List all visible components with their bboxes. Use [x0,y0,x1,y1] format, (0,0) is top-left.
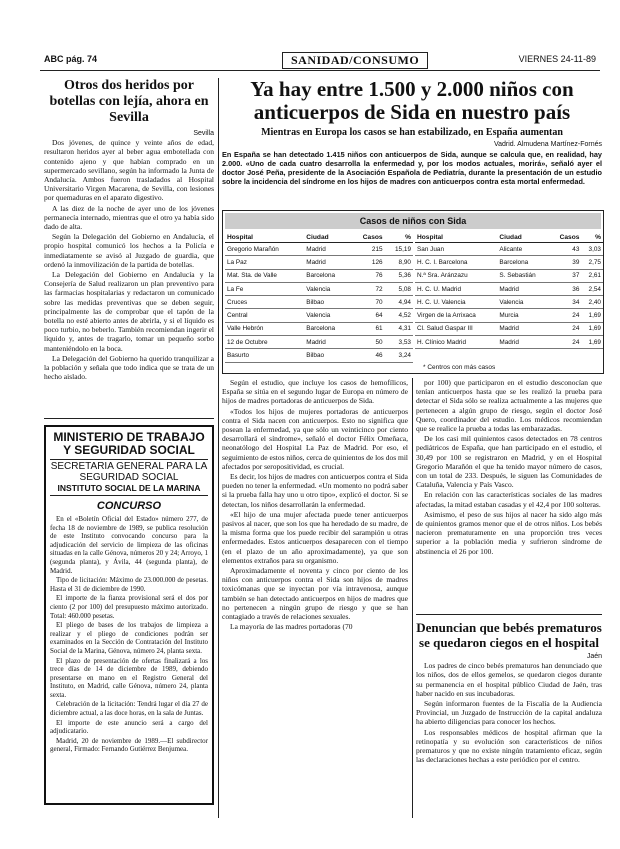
ministry-name: MINISTERIO DE TRABAJO Y SEGURIDAD SOCIAL [53,430,205,457]
main-article-subtitle: Mientras en Europa los casos se han estabilizado, en España aumentan [261,127,563,138]
table-cell: H. C. U. Valencia [415,296,497,309]
table-cell: Gregorio Marañón [225,243,304,256]
table-cell: Valle Hebrón [225,322,304,335]
table-cell: La Paz [225,256,304,269]
paragraph: El importe de este anuncio será a cargo del adjudicatario. [50,718,208,736]
table-header-cell: Ciudad [304,233,351,243]
paragraph: A las diez de la noche de ayer uno de los jóvenes permanecía internado, mientras que el otro ya había sido dado de alta. [44,203,214,232]
table-cell: 70 [351,296,385,309]
table-cell: 50 [351,336,385,349]
table-header-cell: Ciudad [497,233,550,243]
divider [44,418,214,419]
table-row [415,309,603,322]
page-label: ABC pág. 74 [44,54,98,64]
secretaria: SECRETARIA GENERAL PARA LA SEGURIDAD SOCIAL [50,461,208,483]
paragraph: La mayoría de las madres portadoras (70 [230,622,353,632]
table-cell: Basurto [225,349,304,362]
table-row [225,309,413,322]
paragraph: «Todos los hijos de mujeres portadoras de anticuerpos contra el Sida nacen con anticuerpos. Esto no significa que posean la enfermedad, ya que sólo un veinticinco por ciento desarrollará el síndrome», señaló el doctor Félix Omeñaca, neonatólogo del Hospital La Paz de Madrid. Por eso, el seguimiento de estos niños, cerca de quinientos de los dos mil afectados por seropositividad, es crucial. [222,406,408,471]
table-cell: 46 [351,349,385,362]
paragraph: El pliego de bases de los trabajos de limpieza a realizar y el pliego de condiciones podrán ser examinados en la Sección de Contratación del Instituto Social de la Marina, Génova, número 24, planta sexta. [50,621,208,655]
table-row [415,336,603,349]
table-cell: 4,94 [385,296,413,309]
table-cell: San Juan [415,243,497,256]
table-header-cell: % [581,233,603,243]
cases-table [222,210,604,374]
table-cell: 72 [351,282,385,295]
left-article-city: Sevilla [193,130,214,137]
table-cell: 24 [550,322,581,335]
paragraph: Es decir, los hijos de madres con anticuerpos contra el Sida pueden no tener la enfermedad. «Un momento no podrá saber si la prueba falla hay uno u otro tipo», explicó el doctor. Si se detectan, los niños desarrollarán la enfermedad. [222,472,408,509]
table-cell: Alicante [497,243,550,256]
paragraph: Los responsables médicos de hospital afirman que la retinopatía y su evolución son característicos de niños prematuros y que no existe ningún tratamiento eficaz, según las declaraciones hechas a este periódico por el centro. [416,727,602,765]
table-cell: 2,61 [581,269,603,282]
main-article-title: Ya hay entre 1.500 y 2.000 niños con anticuerpos de Sida en nuestro país [250,77,574,124]
table-cell: Mat. Sta. de Valle [225,269,304,282]
table-cell: Madrid [497,336,550,349]
main-article-col2 [416,378,602,610]
table-row [225,349,413,362]
paragraph: Asimismo, el peso de sus hijos al nacer ha sido algo más de quinientos gramos menor que el de otros niños. Los bebés nacieron prematuramente en una proporción tres veces superior a la población media y sufrieron síndrome de abstinencia el 26 por 100. [416,509,602,556]
table-cell: 1,69 [581,336,603,349]
table-row [225,269,413,282]
table-row [225,296,413,309]
table-cell: 1,69 [581,309,603,322]
table-cell: 34 [550,296,581,309]
table-cell: Bilbao [304,296,351,309]
table-left-grid [225,233,413,363]
divider [416,614,602,615]
table-cell: Valencia [497,296,550,309]
table-cell: Virgen de la Arrixaca [415,309,497,322]
table-cell: H. Clínico Madrid [415,336,497,349]
table-row [415,322,603,335]
table-cell: Murcia [497,309,550,322]
table-cell: S. Sebastián [497,269,550,282]
column-divider [412,378,413,818]
paragraph: Según la Delegación del Gobierno en Andalucía, el propio hospital comunicó los hechos a la Policía e inmediatamente se avisó al Juzgado de guardia, que ordenó la inmovilización de la partida de botellas. [44,232,214,269]
table-cell: 3,53 [385,336,413,349]
paragraph: En relación con las características sociales de las madres afectadas, la mitad estaban casadas y el 42,4 por 100 solteras. [416,490,602,509]
table-cell: H. C. I. Barcelona [415,256,497,269]
table-cell: 15,19 [385,243,413,256]
paragraph: La Delegación del Gobierno ha querido tranquilizar a la población y señala que todo indica que se trata de un hecho aislado. [44,353,214,382]
table-header-row [225,233,413,243]
table-cell: 12 de Octubre [225,336,304,349]
table-cell: H. C. U. Madrid [415,282,497,295]
issue-date: VIERNES 24-11-89 [518,54,596,64]
table-cell: 76 [351,269,385,282]
table-row [225,322,413,335]
table-row [225,256,413,269]
table-cell: 4,31 [385,322,413,335]
paragraph: Dos jóvenes, de quince y veinte años de edad, resultaron heridos ayer al beber agua embotellada con contenido ajeno y que habían comprado en un supermercado sevillano, según ha informado la Junta de Andalucía. Ambos fueron trasladados al Hospital Universitario Virgen Macarena, de Sevilla, con lesiones por quemaduras en el aparato digestivo. [44,138,214,203]
paragraph: Tipo de licitación: Máximo de 23.000.000 de pesetas. Hasta el 31 de diciembre de 1990. [50,576,208,593]
page-header [40,50,600,71]
table-header-cell: Casos [351,233,385,243]
table-cell: Madrid [497,282,550,295]
main-article-byline: Vadrid. Almudena Martínez-Fornés [493,141,602,148]
instituto: INSTITUTO SOCIAL DE LA MARINA [50,483,208,496]
table-cell: 2,75 [581,256,603,269]
table-right-grid [415,233,603,349]
table-right [415,233,603,349]
table-cell: N.ª Sra. Aránzazu [415,269,497,282]
table-cell: Barcelona [304,322,351,335]
table-cell: 39 [550,256,581,269]
paragraph: «El hijo de una mujer afectada puede tener anticuerpos pasivos al nacer, que son los que ha heredado de su madre, de la misma forma que los puede recibir del sarampión u otras enfermedades. Estos anticuerpos desaparecen con el tiempo (en el plazo de un año aproximadamente), ya que son elementos extraños para su organismo. [222,509,408,565]
table-cell: 126 [351,256,385,269]
table-cell: 2,54 [581,282,603,295]
table-cell: 3,24 [385,349,413,362]
table-cell: 215 [351,243,385,256]
table-cell: Bilbao [304,349,351,362]
table-cell: Valencia [304,309,351,322]
table-cell: Madrid [304,243,351,256]
table-cell: Barcelona [304,269,351,282]
paragraph: por 100) que participaron en el estudio desconocían que tenían anticuerpos hasta que se les realizó la prueba para detectar el Sida sólo se realiza actualmente a las mujeres que pertenecen a algún grupo de riesgo, según el doctor José Quero, coordinador del estudio. Los médicos recomiendan que se realice la prueba a todas las embarazadas. [416,378,602,434]
table-row [415,256,603,269]
table-title: Casos de niños con Sida [225,213,601,229]
paragraph: Los padres de cinco bebés prematuros han denunciado que los niños, dos de ellos gemelos, se quedaron ciegos durante su permanencia en el hospital público Ciudad de Jaén, tras haber nacido en sus incubadoras. [416,661,602,698]
ministry-text [50,515,208,754]
column-divider [218,78,219,818]
table-cell: 5,36 [385,269,413,282]
table-cell: 43 [550,243,581,256]
table-header-cell: % [385,233,413,243]
table-cell: Cl. Salud Gaspar III [415,322,497,335]
paragraph: En el «Boletín Oficial del Estado» número 277, de fecha 18 de noviembre de 1989, se publica resolución de este Instituto convocando concurso para la adjudicación del servicio de limpieza de las oficinas situadas en la calle Génova, números 20 y 24; Arroyo, 1 (segunda planta), y Ávila, 44 (segunda planta), de Madrid. [50,515,208,575]
table-left [225,233,413,363]
table-cell: 8,90 [385,256,413,269]
paragraph: El importe de la fianza provisional será el dos por ciento (2 por 100) del presupuesto máximo autorizado. Total: 460.000 pesetas. [50,594,208,620]
paragraph: La Delegación del Gobierno en Andalucía y la Consejería de Salud realizaron un plan preventivo para las farmacias hospitalarias y redactaron un comunicado sobre las medidas preventivas que se deben seguir, principalmente las de comprobar que el tapón de la botella no esté abierto antes de abrirla, y si el líquido es poco turbio, no beberlo. También recomiendan ingerir el líquido y, antes de tragarlo, tomar un pequeño sorbo manteniéndolo en la boca. [44,270,214,353]
bottom-article [416,620,602,840]
paragraph: Según el estudio, que incluye los casos de hemofílicos, España se sitúa en el segundo lugar de Europa en número de hijos de madres portadoras de anticuerpos de Sida. [222,378,408,406]
table-cell: Madrid [304,336,351,349]
paragraph: Madrid, 20 de noviembre de 1989.—El subdirector general, Firmado: Fernando Gutiérrez Benjumea. [50,736,208,754]
paragraph: Aproximadamente el noventa y cinco por ciento de los niños con anticuerpos contra el Sida son hijos de madres toxicómanas que se inyectan por vía intravenosa, aunque también se han detectado anticuerpos en hijos de madres que no pertenecen a ningún grupo de riesgo y que se han contagiado a través de relaciones sexuales. [222,566,408,622]
table-cell: 2,40 [581,296,603,309]
table-row [225,243,413,256]
table-cell: 24 [550,336,581,349]
section-title: SANIDAD/CONSUMO [282,52,428,69]
table-cell: 5,08 [385,282,413,295]
paragraph: Celebración de la licitación: Tendrá lugar el día 27 de diciembre actual, a las doce horas, en la sala de Juntas. [50,700,208,718]
left-article-title: Otros dos heridos por botellas con lejía, ahora en Sevilla [49,78,209,125]
table-cell: 64 [351,309,385,322]
table-cell: 37 [550,269,581,282]
table-cell: 4,52 [385,309,413,322]
table-footnote: * Centros con más casos [423,364,496,371]
main-article-col1 [222,378,408,838]
main-article-head [222,78,602,186]
main-article-lead: En España se han detectado 1.415 niños con anticuerpos de Sida, aunque se calcula que, en realidad, hay 2.000. «Uno de cada cuatro desarrolla la enfermedad y, por los modos actuales, morirá», señaló ayer el doctor José Peña, presidente de la Asociación Española de Pediatría, durante la presentación de un estudio sobre la incidencia del síndrome en los hijos de madres con anticuerpos contra esta mortal enfermedad. [222,150,602,186]
table-row [415,243,603,256]
table-cell: Barcelona [497,256,550,269]
table-cell: 24 [550,309,581,322]
paragraph: El plazo de presentación de ofertas finalizará a los trece días de 14 de diciembre de 1989, debiendo presentarse en mano en el Registro General del Instituto, en Madrid, calle Génova, número 24, planta sexta. [50,656,208,699]
table-cell: La Fe [225,282,304,295]
table-header-cell: Casos [550,233,581,243]
concurso-title: CONCURSO [96,500,162,512]
table-cell: Madrid [304,256,351,269]
left-article [44,78,214,382]
table-header-cell: Hospital [225,233,304,243]
table-row [225,282,413,295]
table-cell: Cruces [225,296,304,309]
table-cell: Madrid [497,322,550,335]
table-cell: 3,03 [581,243,603,256]
table-header-row [415,233,603,243]
table-cell: Central [225,309,304,322]
bottom-article-city: Jaén [586,653,602,660]
table-cell: Valencia [304,282,351,295]
table-cell: 61 [351,322,385,335]
table-cell: 36 [550,282,581,295]
table-row [415,282,603,295]
table-cell: 1,69 [581,322,603,335]
table-row [415,269,603,282]
ministry-ad [44,425,214,805]
table-row [415,296,603,309]
paragraph: Según informaron fuentes de la Fiscalía de la Audiencia Provincial, un Juzgado de Instrucción de la capital andaluza ha abierto diligencias para conocer los hechos. [416,699,602,727]
table-header-cell: Hospital [415,233,497,243]
paragraph: De los casi mil quinientos casos detectados en 78 centros pediátricos de España, que han participado en el estudio, el 30,49 por 100 se registraron en Madrid, y en el Hospital Gregorio Marañón el que ha tenido mayor número de casos, con un total de 233. Después, le siguen las Comunidades de Cataluña, Valencia y País Vasco. [416,434,602,490]
bottom-article-title: Denuncian que bebés prematuros se quedaron ciegos en el hospital [416,620,602,650]
table-row [225,336,413,349]
